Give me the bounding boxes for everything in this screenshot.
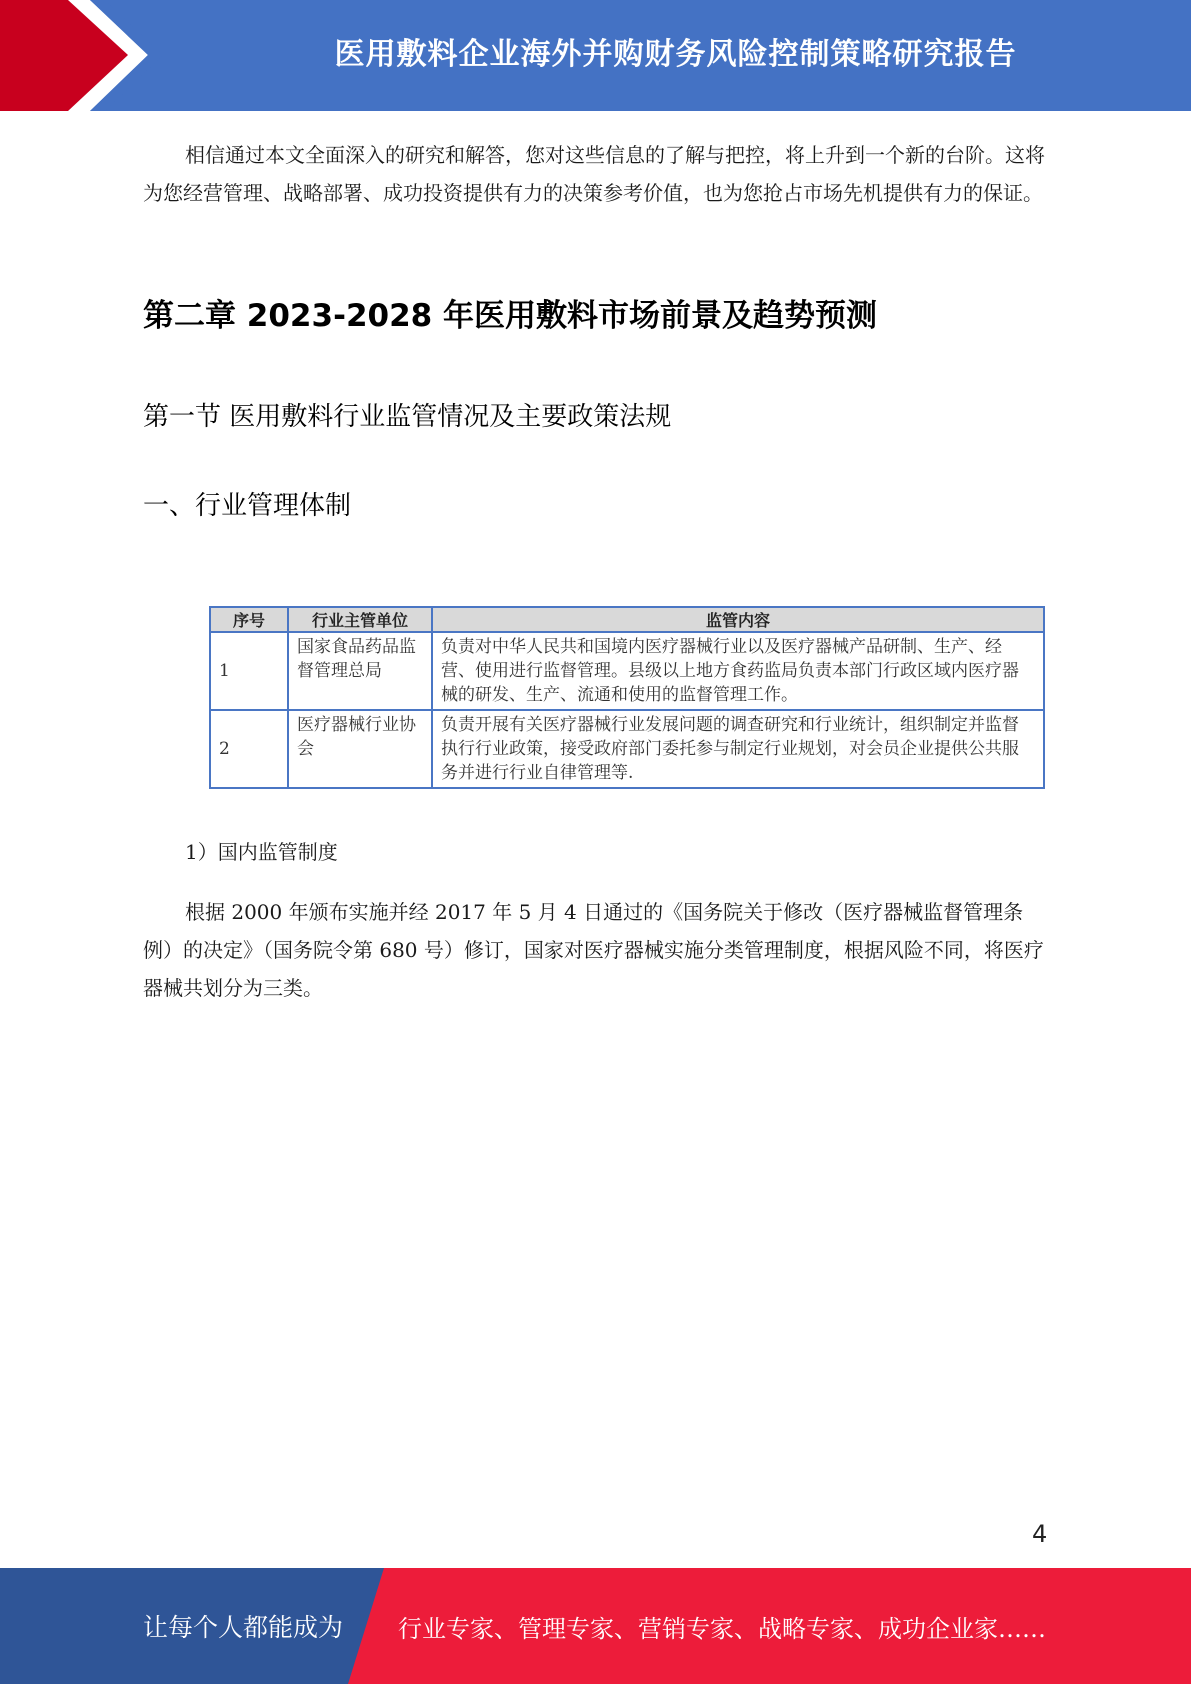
section-title: 第一节 医用敷料行业监管情况及主要政策法规: [143, 402, 672, 432]
sub-heading: 1）国内监管制度: [185, 840, 338, 864]
table-cell-no: 2: [210, 710, 288, 788]
table-header-no: 序号: [210, 607, 288, 632]
regulation-table: [209, 606, 1045, 789]
subsection-title: 一、行业管理体制: [143, 491, 352, 521]
page-footer: [0, 1568, 1191, 1684]
chapter-title: 第二章 2023-2028 年医用敷料市场前景及趋势预测: [143, 298, 878, 334]
footer-slogan-left: 让每个人都能成为: [143, 1613, 344, 1642]
table-row: [210, 710, 1044, 788]
table-cell-unit: 医疗器械行业协会: [288, 710, 432, 788]
table-row: [210, 632, 1044, 710]
table-cell-no: 1: [210, 632, 288, 710]
page-number: 4: [1032, 1520, 1048, 1548]
table-header-unit: 行业主管单位: [288, 607, 432, 632]
footer-slogan-right: 行业专家、管理专家、营销专家、战略专家、成功企业家……: [398, 1614, 1046, 1643]
table-cell-unit: 国家食品药品监督管理总局: [288, 632, 432, 710]
table-header-content: 监管内容: [432, 607, 1044, 632]
table-cell-content: 负责开展有关医疗器械行业发展问题的调查研究和行业统计，组织制定并监督执行行业政策，接受政府部门委托参与制定行业规划，对会员企业提供公共服务并进行行业自律管理等.: [432, 710, 1044, 788]
table-header-row: [210, 607, 1044, 632]
regulation-table-container: [209, 606, 1045, 789]
page-header: [0, 0, 1191, 111]
intro-paragraph: 相信通过本文全面深入的研究和解答，您对这些信息的了解与把控，将上升到一个新的台阶。这将为您经营管理、战略部署、成功投资提供有力的决策参考价值，也为您抢占市场先机提供有力的保证。: [143, 143, 1045, 205]
header-title: 医用敷料企业海外并购财务风险控制策略研究报告: [334, 36, 1017, 72]
body-paragraph: 根据 2000 年颁布实施并经 2017 年 5 月 4 日通过的《国务院关于修改（医疗器械监督管理条例）的决定》（国务院令第 680 号）修订，国家对医疗器械实施分类管理制度，根据风险不同，将医疗器械共划分为三类。: [143, 900, 1044, 1000]
table-cell-content: 负责对中华人民共和国境内医疗器械行业以及医疗器械产品研制、生产、经营、使用进行监督管理。县级以上地方食药监局负责本部门行政区域内医疗器械的研发、生产、流通和使用的监督管理工作。: [432, 632, 1044, 710]
